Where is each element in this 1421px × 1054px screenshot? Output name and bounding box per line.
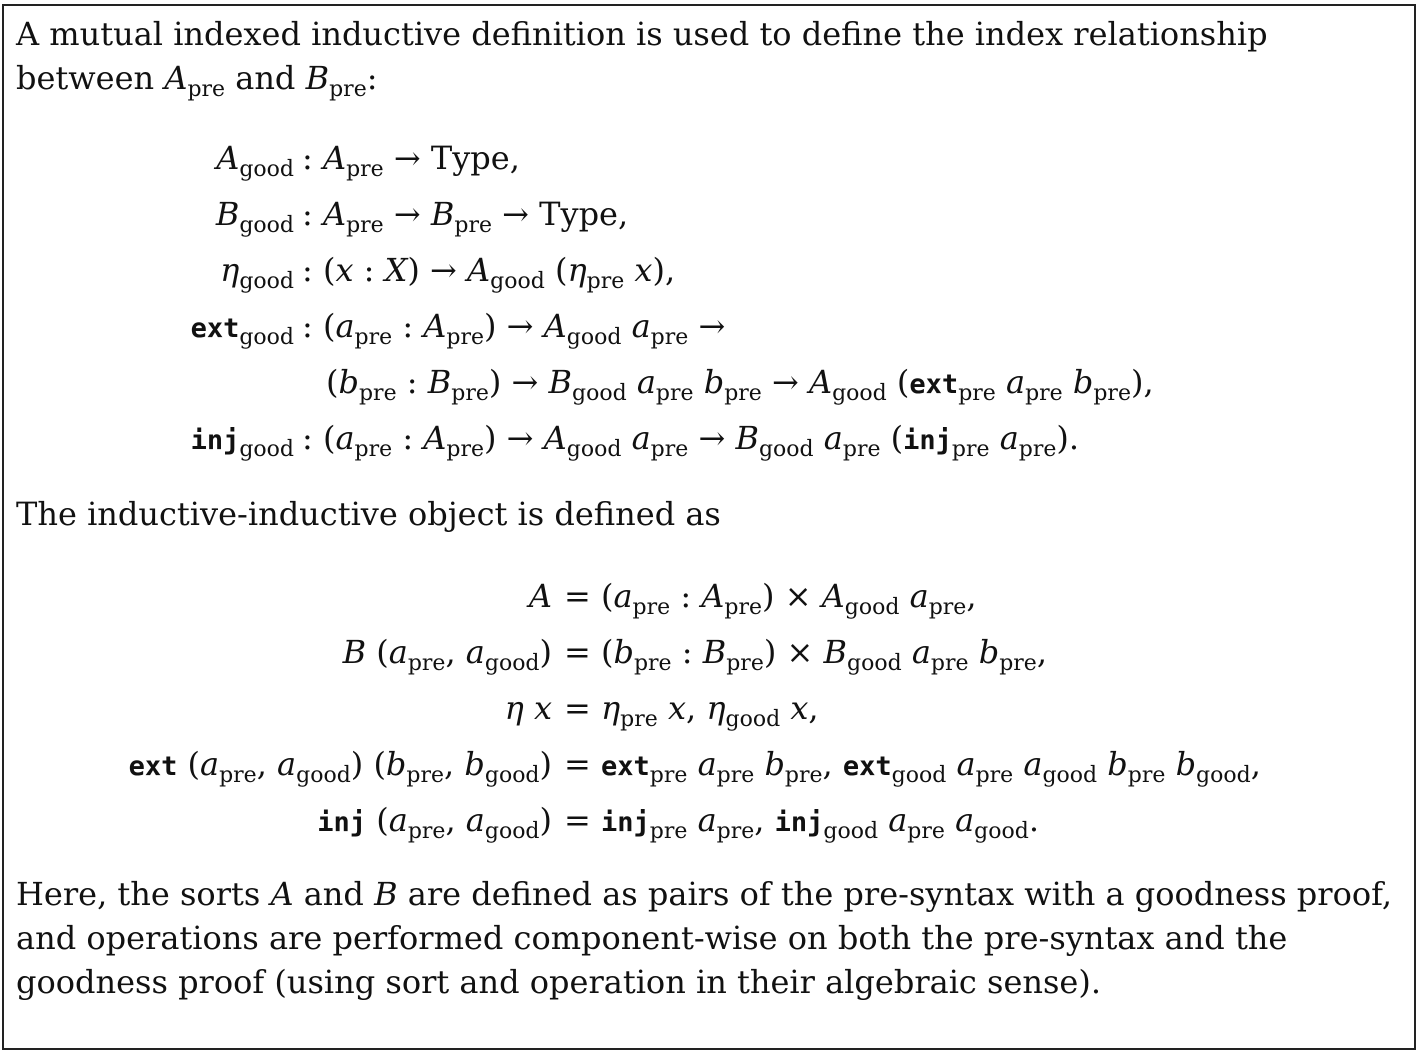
good-def-ext-cont [4,362,1414,406]
obj-lhs: B ($a_{pre}$, $a_{good}$) [342,633,552,676]
outro-paragraph [16,872,1392,1004]
def-rhs: : ($a_{pre}$ : $A_{pre}) \to A_{good}$ $a_{pre} \to B_{good}$ $a_{pre}$ (inj$_{pre}$ $a_{pre}$). [302,419,1080,462]
obj-def-ext [4,744,1414,788]
def-rhs: : $A_{pre} \to B_{pre}$ → Type, [302,195,629,238]
def-rhs: ($b_{pre}$ : $B_{pre}) \to B_{good}$ $a_{pre}$ $b_{pre} \to A_{good}$ (ext$_{pre}$ $a_{pre}$ $b_{pre}$), [326,363,1154,406]
def-rhs: : ($a_{pre}$ : $A_{pre}) \to A_{good}$ $a_{pre}$ → [302,307,726,350]
intro-paragraph [16,12,1268,100]
obj-rhs: = inj$_{pre}$ $a_{pre}$, inj$_{good}$ $a_{pre}$ $a_{good}$. [564,801,1039,844]
intro-line-2: between $A_{pre}$ and $B_{pre}$: [16,59,378,102]
obj-lhs: A [528,577,552,615]
outro-line-2: and operations are performed component-wise on both the pre-syntax and the [16,919,1288,957]
good-def-B [4,194,1414,238]
document-frame [2,4,1416,1050]
good-definitions [4,138,1414,478]
obj-rhs: = ($b_{pre}$ : $B_{pre}) \times B_{good}$ $a_{pre}$ $b_{pre}$, [564,633,1047,676]
good-def-A [4,138,1414,182]
obj-def-A [4,576,1414,620]
def-rhs: : (x : $X) \to A_{good}$ ($\eta_{pre}$ x), [302,251,676,294]
obj-def-B [4,632,1414,676]
def-lhs: $\eta_{good}$ [220,251,294,294]
obj-lhs: ext ($a_{pre}$, $a_{good}$) ($b_{pre}$, $b_{good}$) [128,745,552,788]
obj-def-eta [4,688,1414,732]
middle-text: The inductive-inductive object is defined as [16,495,721,533]
def-rhs: : $A_{pre}$ → Type, [302,139,520,182]
def-lhs: $A_{good}$ [216,139,294,182]
good-def-ext [4,306,1414,350]
def-lhs: $B_{good}$ [215,195,294,238]
def-lhs: ext$_{good}$ [190,313,294,350]
def-lhs: inj$_{good}$ [190,425,294,462]
good-def-inj [4,418,1414,462]
outro-line-3: goodness proof (using sort and operation in their algebraic sense). [16,963,1101,1001]
outro-line-1: Here, the sorts A and B are defined as pairs of the pre-syntax with a goodness proof, [16,875,1392,913]
obj-lhs: η x [504,689,552,727]
obj-rhs: = ($a_{pre}$ : $A_{pre}) \times A_{good}$ $a_{pre}$, [564,577,977,620]
obj-rhs: = $\eta_{pre}$ x, $\eta_{good}$ x, [564,689,819,732]
obj-rhs: = ext$_{pre}$ $a_{pre}$ $b_{pre}$, ext$_{good}$ $a_{pre}$ $a_{good}$ $b_{pre}$ $b_{good}$, [564,745,1261,788]
obj-lhs: inj ($a_{pre}$, $a_{good}$) [317,801,552,844]
object-definitions [4,576,1414,846]
good-def-eta [4,250,1414,294]
intro-line-1: A mutual indexed inductive definition is used to define the index relationship [16,15,1268,53]
obj-def-inj [4,800,1414,844]
